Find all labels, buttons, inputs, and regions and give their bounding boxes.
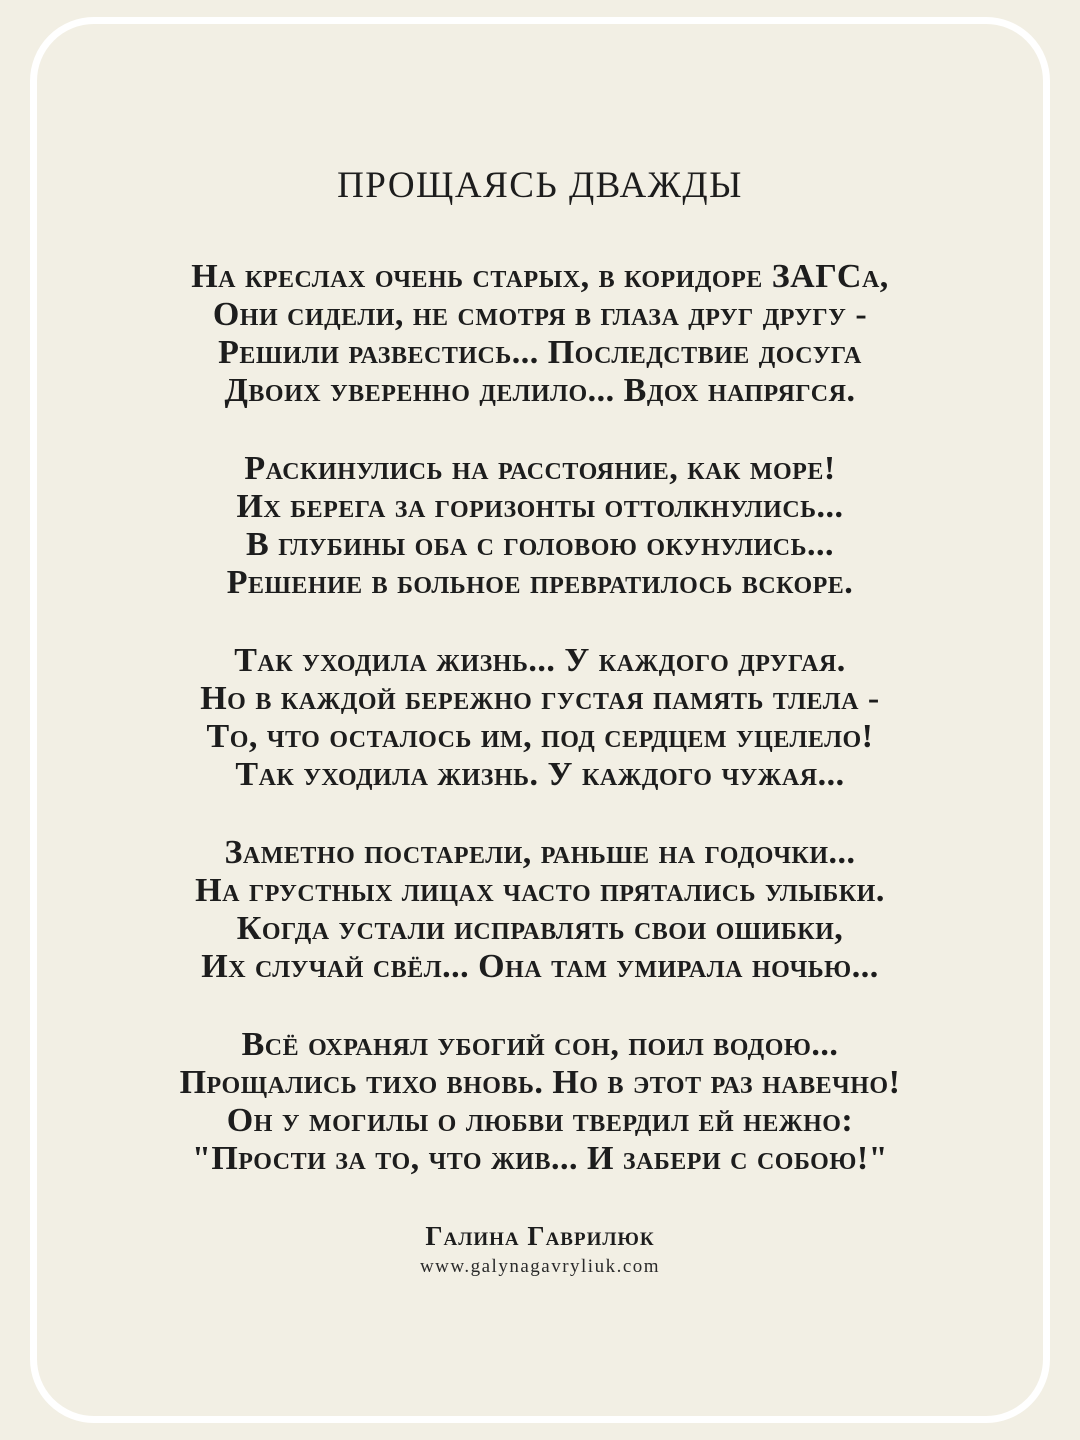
poem-line: Раскинулись на расстояние, как море! bbox=[244, 450, 836, 487]
poem-line: Всё охранял убогий сон, поил водою... bbox=[241, 1026, 839, 1063]
poem-line: Решение в больное превратилось вскоре. bbox=[226, 564, 854, 601]
poem-line: "Прости за то, что жив... И забери с собою!" bbox=[191, 1140, 889, 1177]
poem-line: Он у могилы о любви твердил ей нежно: bbox=[226, 1102, 854, 1139]
author-name: Галина Гаврилюк bbox=[425, 1221, 655, 1251]
poem-line: Но в каждой бережно густая память тлела - bbox=[200, 680, 880, 717]
stanza-1 bbox=[0, 258, 1080, 410]
stanza-4 bbox=[0, 834, 1080, 986]
poem-line: Их берега за горизонты оттолкнулись... bbox=[236, 488, 844, 525]
poem-line: Они сидели, не смотря в глаза друг другу - bbox=[212, 296, 868, 333]
stanza-5 bbox=[0, 1026, 1080, 1178]
poem-line: На креслах очень старых, в коридоре ЗАГСа, bbox=[191, 258, 889, 295]
stanza-3 bbox=[0, 642, 1080, 794]
website-url: www.galynagavryliuk.com bbox=[419, 1256, 661, 1277]
poem-line: Прощались тихо вновь. Но в этот раз навечно! bbox=[179, 1064, 901, 1101]
poem-title: ПРОЩАЯСЬ ДВАЖДЫ bbox=[337, 165, 743, 206]
stanza-2 bbox=[0, 450, 1080, 602]
poem-line: Так уходила жизнь. У каждого чужая... bbox=[235, 756, 845, 793]
poem-line: То, что осталось им, под сердцем уцелело! bbox=[206, 718, 874, 755]
poem-line: Решили развестись... Последствие досуга bbox=[218, 334, 862, 371]
poem-line: На грустных лицах часто прятались улыбки. bbox=[195, 872, 885, 909]
poem-line: В глубины оба с головою окунулись... bbox=[246, 526, 834, 563]
poem-line: Так уходила жизнь... У каждого другая. bbox=[234, 642, 846, 679]
poem-line: Когда устали исправлять свои ошибки, bbox=[236, 910, 844, 947]
poem-line: Двоих уверенно делило... Вдох напрягся. bbox=[224, 372, 856, 409]
poem-line: Их случай свёл... Она там умирала ночью... bbox=[201, 948, 879, 985]
poem-line: Заметно постарели, раньше на годочки... bbox=[224, 834, 856, 871]
